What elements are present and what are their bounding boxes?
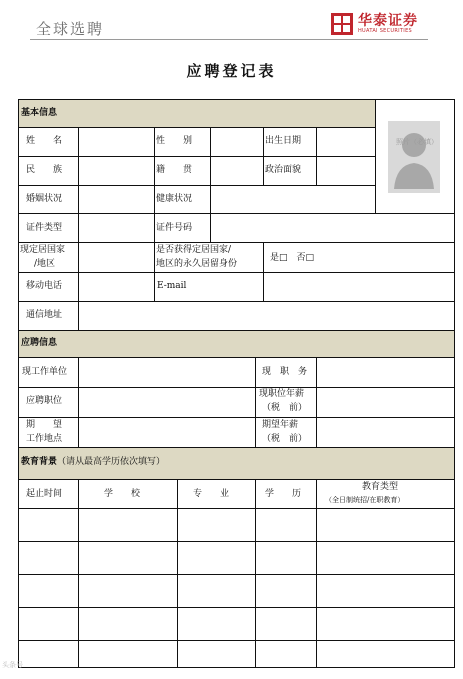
education-note: （请从最高学历依次填写）	[57, 457, 166, 467]
label-current-salary-line2: （税 前）	[262, 403, 308, 413]
label-permanent-residence-line1: 是否获得定居国家/	[156, 245, 232, 255]
label-ethnicity: 民 族	[26, 165, 63, 175]
edu-col-type-line2: （全日制统招/在职教育）	[325, 496, 405, 504]
logo-english: HUATAI SECURITIES	[358, 28, 412, 34]
label-mobile: 移动电话	[26, 281, 63, 291]
label-address: 通信地址	[26, 310, 63, 320]
label-email: E-mail	[157, 281, 187, 291]
label-current-position: 现 职 务	[262, 367, 308, 377]
section-basic-title: 基本信息	[21, 108, 58, 118]
edu-col-major: 专 业	[193, 489, 230, 499]
label-desired-location-line1: 期 望	[26, 420, 63, 430]
label-desired-location-line2: 工作地点	[26, 434, 63, 444]
huatai-logo	[330, 10, 430, 38]
huatai-logo-icon	[330, 12, 354, 36]
page-title: 应聘登记表	[186, 62, 277, 80]
label-gender: 性 别	[156, 136, 193, 146]
label-id-number: 证件号码	[156, 223, 193, 233]
edu-col-degree: 学 历	[265, 489, 302, 499]
edu-col-school: 学 校	[104, 489, 141, 499]
edu-col-type-line1: 教育类型	[362, 482, 399, 492]
label-residence-line1: 现定居国家	[20, 245, 66, 255]
avatar-placeholder-icon	[380, 115, 450, 195]
header-rule	[30, 39, 428, 40]
label-residence-line2: /地区	[34, 259, 56, 269]
edu-col-period: 起止时间	[26, 489, 63, 499]
label-name: 姓 名	[26, 136, 63, 146]
section-application-title: 应聘信息	[21, 338, 58, 348]
label-health-status: 健康状况	[156, 194, 193, 204]
label-marital-status: 婚姻状况	[26, 194, 63, 204]
label-applied-position: 应聘职位	[26, 396, 63, 406]
label-birth-date: 出生日期	[265, 136, 302, 146]
label-current-employer: 现工作单位	[22, 367, 68, 377]
label-desired-salary-line2: （税 前）	[262, 434, 308, 444]
brand-left: 全球选聘	[36, 20, 105, 38]
label-native-place: 籍 贯	[156, 165, 193, 175]
section-application-bg	[19, 330, 454, 357]
permanent-residence-options[interactable]: 是□ 否□	[270, 253, 315, 263]
education-heading: 教育背景	[21, 457, 58, 467]
photo-box[interactable]	[376, 100, 454, 212]
photo-label: 照片（必填）	[396, 138, 438, 146]
label-political-status: 政治面貌	[265, 165, 302, 175]
section-education-title	[21, 456, 165, 469]
label-id-type: 证件类型	[26, 223, 63, 233]
label-current-salary-line1: 现职位年薪	[259, 389, 305, 399]
label-desired-salary-line1: 期望年薪	[262, 420, 299, 430]
label-permanent-residence-line2: 地区的永久居留身份	[156, 259, 238, 269]
section-basic-bg	[19, 100, 375, 127]
logo-chinese: 华泰证券	[358, 13, 418, 29]
footer-watermark: 头条号	[2, 661, 23, 669]
